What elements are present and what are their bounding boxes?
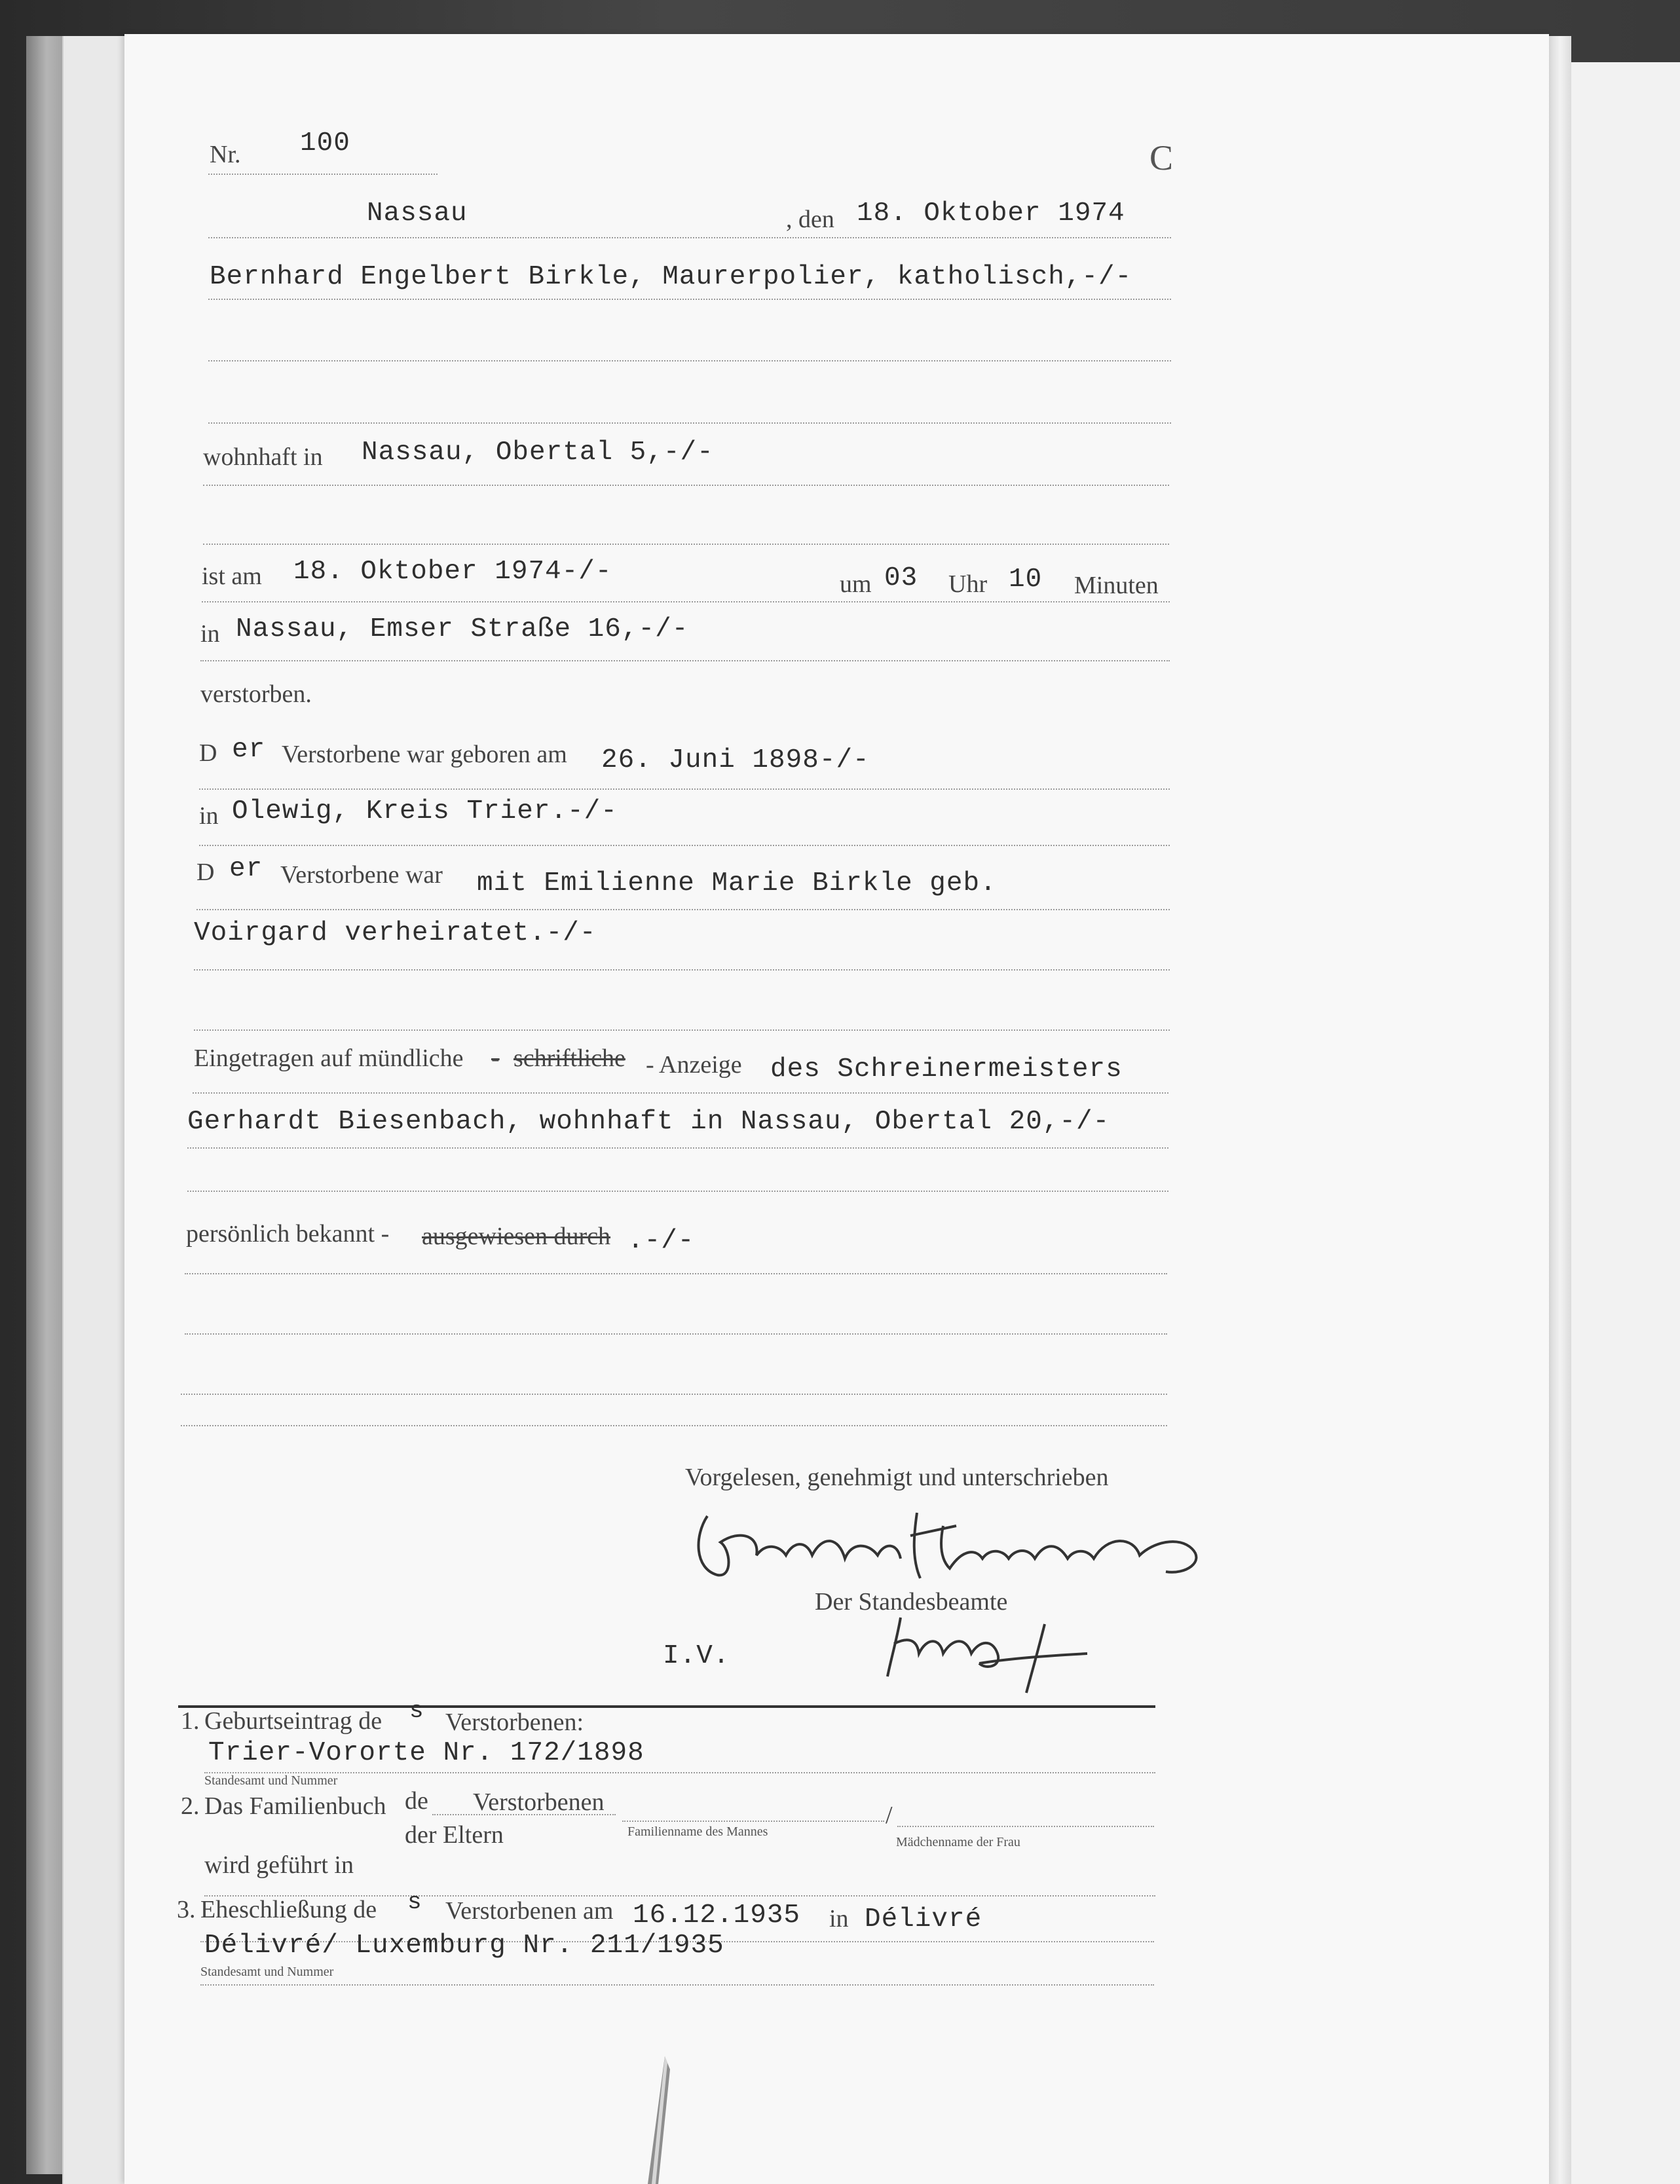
- death-place-underline: [200, 660, 1170, 661]
- death-um-label: um: [840, 570, 872, 598]
- iv-value: I.V.: [663, 1641, 730, 1671]
- nr-underline: [208, 174, 438, 175]
- report-underline-3: [187, 1191, 1168, 1192]
- report-underline-1: [193, 1092, 1168, 1094]
- nr-label: Nr.: [210, 141, 241, 168]
- marriage-entry-mid: Verstorbenen am: [445, 1897, 614, 1925]
- identity-underline-2: [185, 1333, 1167, 1335]
- report-struck-dash: -: [491, 1045, 500, 1072]
- identity-underline-1: [185, 1273, 1167, 1274]
- facing-page: [1571, 62, 1680, 2184]
- death-in-label: in: [200, 620, 220, 648]
- residence-underline: [203, 485, 1169, 486]
- death-hour-value: 03: [884, 563, 918, 593]
- report-value-line2: Gerhardt Biesenbach, wohnhaft in Nassau, Obertal 20,-/-: [187, 1107, 1110, 1137]
- marriage-entry-suffix: s: [407, 1889, 422, 1916]
- registrant-underline-3: [208, 422, 1171, 424]
- marriage-line1-value: mit Emilienne Marie Birkle geb.: [477, 868, 997, 898]
- identity-value: .-/-: [627, 1226, 695, 1256]
- marriage-entry-underline-2: [200, 1984, 1154, 1986]
- marriage-label: Verstorbene war: [280, 861, 443, 889]
- report-value-line1: des Schreinermeisters: [770, 1054, 1123, 1084]
- marriage-entry-date: 16.12.1935: [633, 1900, 801, 1931]
- maiden-name-underline: [897, 1826, 1154, 1827]
- birth-entry-underline: [204, 1772, 1155, 1773]
- name-slash: /: [886, 1802, 893, 1829]
- birth-entry-value: Trier-Vororte Nr. 172/1898: [208, 1738, 644, 1768]
- residence-value: Nassau, Obertal 5,-/-: [362, 437, 714, 468]
- birth-d-label: D: [199, 739, 217, 767]
- marriage-line2-value: Voirgard verheiratet.-/-: [194, 918, 597, 948]
- kept-in-label: wird geführt in: [204, 1851, 354, 1879]
- marriage-underline-1: [196, 909, 1170, 910]
- birth-entry-end: Verstorbenen:: [445, 1709, 584, 1736]
- informant-signature: [681, 1496, 1231, 1588]
- identity-struck: ausgewiesen durch: [422, 1223, 611, 1250]
- entry-number: 100: [300, 128, 350, 158]
- death-date-underline: [202, 601, 1170, 602]
- death-date-label: ist am: [202, 563, 262, 590]
- family-book-underline: [432, 1814, 616, 1815]
- verstorben-label: verstorben.: [200, 680, 312, 708]
- identity-label: persönlich bekannt -: [186, 1220, 390, 1248]
- date-value: 18. Oktober 1974: [857, 198, 1125, 229]
- registrar-label: Der Standesbeamte: [815, 1588, 1008, 1616]
- birth-label: Verstorbene war geboren am: [282, 741, 567, 768]
- book-gutter: [1549, 36, 1571, 2184]
- register-letter: C: [1149, 138, 1174, 177]
- marriage-article-value: er: [229, 854, 263, 884]
- residence-label: wohnhaft in: [203, 443, 323, 471]
- report-label-end: - Anzeige: [646, 1051, 742, 1079]
- registrant-line: Bernhard Engelbert Birkle, Maurerpolier, katholisch,-/-: [210, 262, 1132, 292]
- birth-entry-label: Geburtseintrag de: [204, 1707, 383, 1735]
- read-approved-label: Vorgelesen, genehmigt und unterschrieben: [685, 1464, 1109, 1491]
- marriage-d-label: D: [196, 859, 215, 886]
- registrant-underline-2: [208, 360, 1171, 361]
- footnote-1-number: 1.: [181, 1707, 200, 1735]
- identity-underline-4: [181, 1425, 1167, 1426]
- place-value: Nassau: [367, 198, 468, 229]
- death-date-value: 18. Oktober 1974-/-: [293, 557, 612, 587]
- death-minute-value: 10: [1009, 565, 1043, 595]
- marriage-underline-2: [194, 969, 1170, 971]
- family-book-label: Das Familienbuch: [204, 1792, 386, 1820]
- birth-date-value: 26. Juni 1898-/-: [601, 745, 870, 775]
- pen-pointer: [639, 2056, 684, 2184]
- report-struck-word: schriftliche: [513, 1045, 625, 1072]
- husband-name-underline: [622, 1821, 884, 1822]
- birth-place-underline: [199, 845, 1170, 846]
- footnote-3-number: 3.: [177, 1896, 196, 1923]
- residence-underline-2: [203, 544, 1169, 545]
- registrant-underline-1: [208, 299, 1171, 300]
- family-book-eltern: der Eltern: [405, 1821, 504, 1849]
- death-minuten-label: Minuten: [1074, 572, 1159, 599]
- standesamt-label-1: Standesamt und Nummer: [204, 1773, 338, 1788]
- marriage-entry-label: Eheschließung de: [200, 1896, 377, 1923]
- maiden-name-label: Mädchenname der Frau: [896, 1835, 1020, 1849]
- family-book-verstorbenen: Verstorbenen: [473, 1788, 605, 1816]
- birth-article-value: er: [232, 735, 266, 765]
- birth-date-underline: [199, 788, 1170, 790]
- date-label: , den: [786, 206, 834, 233]
- report-underline-2: [187, 1147, 1168, 1149]
- husband-name-label: Familienname des Mannes: [627, 1824, 768, 1839]
- death-uhr-label: Uhr: [948, 570, 988, 598]
- report-label-start: Eingetragen auf mündliche: [194, 1045, 464, 1072]
- standesamt-label-2: Standesamt und Nummer: [200, 1965, 334, 1979]
- death-place-value: Nassau, Emser Straße 16,-/-: [236, 614, 689, 644]
- registrar-signature: [881, 1598, 1097, 1696]
- marriage-entry-in-label: in: [829, 1905, 849, 1933]
- marriage-entry-line2: Délivré/ Luxemburg Nr. 211/1935: [204, 1931, 724, 1961]
- marriage-entry-place: Délivré: [865, 1904, 982, 1934]
- birth-place-value: Olewig, Kreis Trier.-/-: [232, 796, 618, 826]
- birth-entry-suffix: s: [409, 1697, 424, 1724]
- family-book-de: de: [405, 1787, 428, 1815]
- marriage-underline-3: [194, 1029, 1170, 1031]
- identity-underline-3: [181, 1394, 1167, 1395]
- date-underline: [208, 237, 1171, 238]
- footnote-2-number: 2.: [181, 1792, 200, 1820]
- birth-in-label: in: [199, 802, 219, 830]
